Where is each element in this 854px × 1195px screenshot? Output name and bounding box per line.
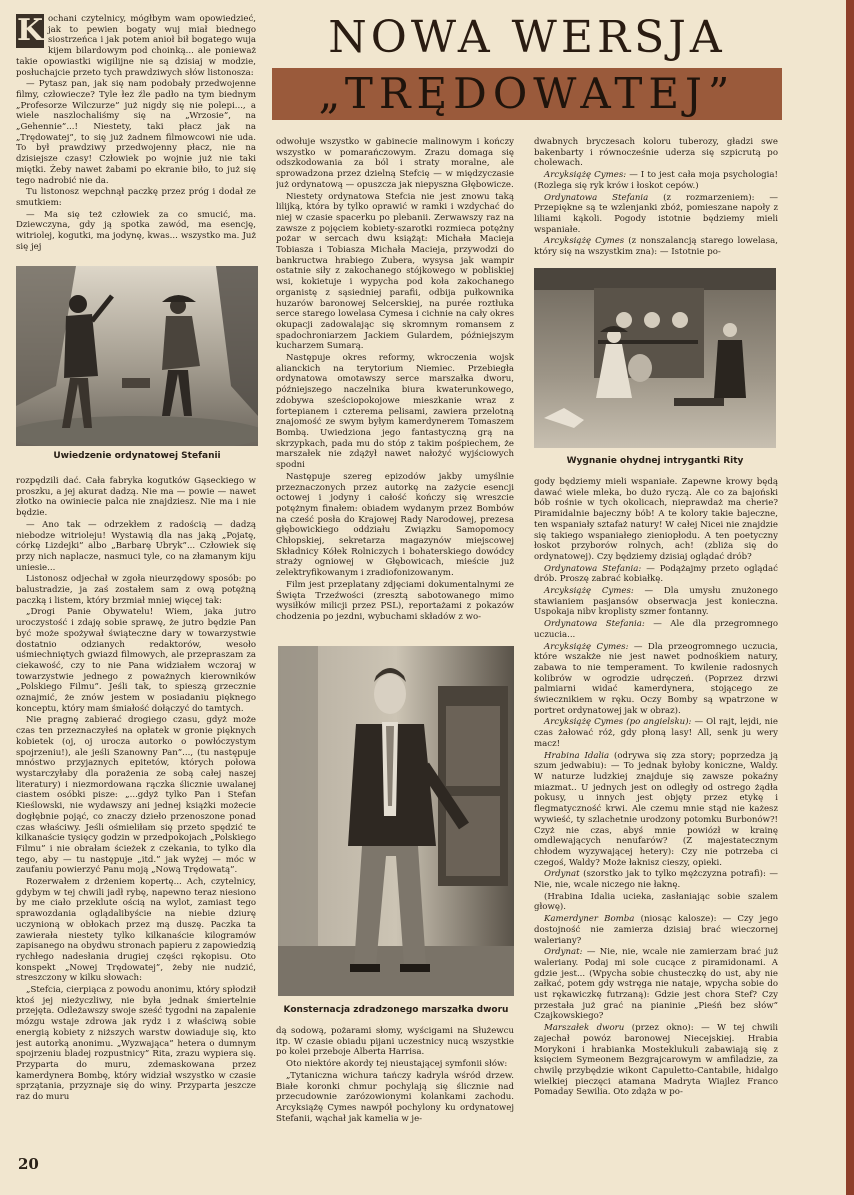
paragraph: Listonosz odjechał w zgoła nieurzędowy sposób: po balustradzie, ja zaś zostałem sam z ową potężną paczką i listem, który brzmiał mniej więcej tak: (16, 574, 256, 606)
paragraph: Arcyksiążę Cymes (po angielsku): — Ol rajt, lejdi, nie czas żałować róż, gdy płoną lasy! All, senk ju wery macz! (534, 717, 778, 749)
photo-illustration (278, 646, 514, 996)
paragraph: Następuje szereg epizodów jakby umyślnie przeznaczonych przez autorkę na zażycie esencji octowej i jodyny i całość kończy się wreszcie potężnym finałem: obiadem wydanym przez Bombów na cześć posła do Krajowej Rady Narodowej, prezesa głębowickiego oddziału Związku Samopomocy Chłopskiej, sekretarza magazynów miejscowej Składnicy Kółek Rolniczych i bohaterskiego dowódcy straży ogniowej w Głębowicach, mieście już zelektryfikowanym i zradiofonizowanym. (276, 471, 514, 579)
paragraph: Arcyksiążę Cymes: — Dla umysłu znużonego stawianiem pasjansów obserwacja jest konieczna. Uspokaja nibv kroplisty szmer fontanny. (534, 586, 778, 618)
caption-photo-3: Konsternacja zdradzonego marszałka dworu (283, 1005, 509, 1015)
column-3-bottom (534, 477, 778, 1149)
article-title-line2: „TRĘDOWATEJ” (272, 68, 782, 120)
paragraph: Ordynatowa Stefania (z rozmarzeniem): — Przepiękne są te wzlenjanki zbóż, pomieszane napoły z liliami kąkoli. Pogody istotnie będziemy mieli wspaniałe. (534, 192, 778, 235)
paragraph: rozpędzili dać. Cała fabryka kogutków Gąseckiego w proszku, a jej akurat dadzą. Nie ma — powie — nawet złotko na owiniecie palca nie znajdziesz. Nie ma i nie będzie. (16, 476, 256, 519)
paragraph: (Hrabina Idalia ucieka, zasłaniając sobie szalem głowę). (534, 891, 778, 913)
paragraph: Nie pragnę zabierać drogiego czasu, gdyż może czas ten przeznaczyłeś na opłatek w gronie pięknych kobietek (oj, oj urocza autorko o powłóczystym spojrzeniu!), ale jeśli Szanowny Pan”..., (tu następuje mnóstwo przyjaznych epitetów, których połowa wystarczyłaby dla porażenia ze sobą całej naszej literatury) i niezmordowana rączka ślicznie uwalanej ciastem osóbki pisze: „...gdyż tylko Pan i Stefan Kieślowski, nie wydawszy ani jednej książki możecie dogłębnie pojąć, co znaczy dzieło przenoszone ponad czas właściwy. Jeśli ośmieliłam się przeto spędzić te kilkanaście tysięcy godzin w przedpokojach „Polskiego Filmu” i nie obrałam ścieżek z czekania, to tylko dla tego, aby — tu następuje „itd.” jak wyżej — móc w zaufaniu powierzyć Panu moją „Nową Trędowatą”. (16, 715, 256, 876)
drop-cap: K (16, 14, 44, 48)
paragraph: Kamerdyner Bomba (niosąc kalosze): — Czy jego dostojność nie zamierza dzisiaj brać wieczornej waleriany? (534, 914, 778, 946)
column-2-bottom (276, 1026, 514, 1148)
page-number: 20 (18, 1155, 39, 1173)
column-1-bottom (16, 476, 256, 1146)
paragraph: Marszałek dworu (przez okno): — W tej chwili zajechał powóz baronowej Niecejskiej. Hrabia Morykoni i hrabianka Mosteklukuli zabawiają się z księciem Symeonem Bezgrajcarowym w amfiladzie, za chwilę przybędzie wikont Capuletto-Cantabile, hidalgo wielkiej pieczęci atamana Madryta Wiajlez Franco Pomaday Sewilia. Oto zdąża w po- (534, 1023, 778, 1098)
paragraph: Ordynatowa Stefania: — Podążajmy przeto oglądać drób. Proszę zabrać kobiałkę. (534, 563, 778, 585)
paragraph: Hrabina Idalia (odrywa się zza story; poprzedza ją szum jedwabiu): — To jednak byłoby koniczne, Waldy. W naturze ludzkiej znajduje się zawsze pokaźny miazmat.. U jednych jest on odległy od ostrego żądła pokusy, u innych jest objęty przez etykę i flegmatyczność krwi. Ale czemu mnie stąd nie każesz wywieść, ty szlachetnie urodzony potomku Burbonów?! Czyż nie czas, abyś mnie powiózł w krainę omdlewających nenufarów? (Z majestatecznym chłodem wyzywającej hetery): Czy nie potrzeba ci czegoś, Waldy? Może łaknisz cieszy, opieki. (534, 750, 778, 868)
paragraph: Arcyksiążę Cymes (z nonszalancją starego lowelasa, który się na wszystkim zna): — Istotnie po- (534, 236, 778, 258)
paragraph: ochani czytelnicy, mógłbym wam opowiedzieć, jak to pewien bogaty wuj miał biednego siostrzeńca i jak potem anioł bił bogatego wuja kijem bilardowym pod choinką... ale ponieważ takie opowiastki wigilijne nie są dzisiaj w modzie, posłuchajcie przeto tych prawdziwych słów listonosza: (16, 14, 256, 78)
paragraph: Film jest przeplatany zdjęciami dokumentalnymi ze Święta Trzeźwości (zresztą sabotowanego mimo wysiłków milicji przez PSL), reportażami z pokazów chodzenia po jezdni, wybuchami składów z wo- (276, 579, 514, 622)
paragraph: Arcyksiążę Cymes: — Dla przeogromnego uczucia, które wszakże nie jest nawet podnośkiem natury, zabawa to nie temperament. To kwilenie radosnych kolibrów w ogrodzie udręczeń. (Poprzez drzwi palmiarni widać kamerdynera, stojącego ze świecznikiem w ręku. Oczy Bomby są wpatrzone w portret ordynatowej jak w obraz). (534, 641, 778, 716)
paragraph: Następuje okres reformy, wkroczenia wojsk alianckich na terytorium Niemiec. Przebiegła ordynatowa omotawszy serce marszałka dworu, późniejszego naczelnika biura kwaterunkowego, zdobywa sześciopokojowe mieszkanie wraz z fortepianem i czterema pelisami, zawiera przelotną znajomość ze swym byłym kamerdynerem Tomaszem Bombą. Uwiedziona jego fantastyczną grą na skrzypkach, pada mu do stóp z takim pośpiechem, że marszałek nie zdążył nawet nałożyć wyjściowych spodni (276, 353, 514, 471)
paragraph: Arcyksiążę Cymes: — I to jest cała moja psychologia! (Rozlega się ryk krów i łoskot cepów.) (534, 170, 778, 191)
caption-photo-2: Wygnanie ohydnej intrygantki Rity (566, 456, 744, 466)
column-1-top (16, 14, 256, 264)
paragraph: Ordynatowa Stefania: — Ale dla przegromnego uczucia... (534, 619, 778, 640)
paragraph: — Pytasz pan, jak się nam podobały przedwojenne filmy, człowiecze? Tyle łez źle padło na tym biednym „Profesorze Wilczurze” już nigdy się nie polepi..., a wiele naszlochaliśmy się na „Wrzosie”, na „Gehennie”...! Niestety, taki płacz jak na „Trędowatej”, to się już żadnem filmowcowi nie uda. To był prawdziwy przedwojenny płacz, nie na dzisiejsze czasy! Człowiek po wojnie już nie taki miętki. Żeby nawet żabami po ekranie biło, to już się tego nadrobić nie da. (16, 79, 256, 186)
paragraph: Niestety ordynatowa Stefcia nie jest znowu taką lilijką, która by tylko oprawić w ramki i wzdychać do niej w czasie spacerku po plebanii. Zerwawszy raz na zawsze z pojęciem kobiety-szarotki rozmieca potężny pożar w sercach dwu książąt: Michała Macieja Tobiasza i Tobiasza Michała Macieja, przywodzi do bankructwa hrabiego Zubera, wysysa jak wampir ostatnie siły z zakochanego stójkowego w pobliskiej wsi, kokietuje i wypycha pod koła zakochanego organistę z sąsiedniej parafii, odbija pułkownika huzarów baronowej Selcerskiej, na purée roztłuka serce starego lowelasa Cymesa i cichnie na cały okres okupacji zadowalając się skromnym romansem z spadochroniarzem Jackiem Gulardem, późniejszym kucharzem Sumarą. (276, 191, 514, 352)
paragraph: — Ma się też człowiek za co smucić, ma. Dziewczyna, gdy ją spotka zawód, ma esencję, witriolej, kogutki, ma jodynę, kwas... wszystko ma. Już się jej (16, 209, 256, 252)
photo-seduction-scene (16, 266, 258, 446)
photo-expulsion-scene (534, 268, 776, 448)
photo-illustration (534, 268, 776, 448)
paragraph: odwołuje wszystko w gabinecie malinowym i kończy wszystko w pomarańczowym. Zrazu domaga się odszkodowania za ból i straty moralne, ale sprowadzona przez dzielną Stefcię — w międzyczasie już ordynatową — opuszcza jak niepyszna Głębowicze. (276, 137, 514, 190)
caption-photo-1: Uwiedzenie ordynatowej Stefanii (53, 451, 221, 461)
paragraph: Tu listonosz wepchnął paczkę przez próg i dodał ze smutkiem: (16, 187, 256, 208)
photo-marshal-scene (278, 646, 514, 996)
paragraph: Rozerwałem z drżeniem kopertę... Ach, czytelnicy, gdybym w tej chwili jadł rybę, napewno teraz niesiono by me ciało przeklute ością na wylot, zamiast tego sprawozdania oglądalibyście na niebie dziurę uczynioną w obłokach przez mą duszę. Paczka ta zawierała niestety tylko kilkanaście kilogramów zapisanego na obydwu stronach papieru z zapowiedzią rychłego nadesłania drugiej części rękopisu. Oto konspekt „Nowej Trędowatej”, żeby nie nudzić, streszczony w kilku słowach: (16, 877, 256, 984)
page-edge-stripe (846, 0, 854, 1195)
paragraph: „Drogi Panie Obywatelu! Wiem, jaka jutro uroczystość i zdaję sobie sprawę, że jutro będzie Pan być może spożywał świąteczne dary w towarzystwie dostatnio odzianych redaktorów, wesoło uśmiechniętych gwiazd filmowych, ale przepraszam za ciekawość, czy to nie Pana widziałem wczoraj w towarzystwie jednego z poważnych kierowników „Polskiego Filmu”. Jeśli tak, to spieszą grzecznie oznajmić, że znów jestem w posiadaniu pięknego konceptu, który mam śmiałość dołączyć do tamtych. (16, 607, 256, 714)
paragraph: gody będziemy mieli wspaniałe. Zapewne krowy będą dawać wiele mleka, bo dużo ryczą. Ale co za bajoński bób rośnie w tych okolicach, nieprawdaż ma cherie? Piramidalnie bajeczny bób! A te kolory takie bajeczne, ten wspaniały sztafaż natury! W całej Nicei nie znajdzie się takiego wspaniałego zieniopłodu. A ten poetyczny łoskot przyborów rolnych, ach! (zbliża się do ordynatowej). Czy będziemy dzisiaj oglądać drób? (534, 477, 778, 562)
paragraph: „Tytaniczna wichura tańczy kadryla wśród drzew. Białe koronki chmur pochylają się ślicznie nad przecudownie zarózowionymi kolankami zachodu. Arcyksiążę Cymes nawpół pochylony ku ordynatowej Stefanii, wąchał jak kamelia w je- (276, 1070, 514, 1124)
paragraph: Oto niektóre akordy tej nieustającej symfonii słów: (286, 1059, 508, 1070)
paragraph: Ordynat: — Nie, nie, wcale nie zamierzam brać już waleriany. Podaj mi sole cucące z piramidonami. A gdzie jest... (Wpycha sobie chusteczkę do ust, aby nie załkać, potem gdy wstręga nie nataje, wpycha sobie do ust rękawiczkę futrzaną): Gdzie jest chora Stef? Czy przestała już grać na pianinie „Pieśń bez słów” Czajkowskiego? (534, 947, 778, 1022)
paragraph: „Stefcia, cierpiąca z powodu anonimu, który spłodził ktoś jej nieżyczliwy, nie była jednak śmiertelnie przejęta. Odleżawszy swoje sześć tygodni na zapalenie mózgu wstaje zdrowa jak rydz i z właściwą sobie energią kobiety z niższych warstw dowiaduje się, kto jest autorką anonimu. „Wyzwająca” hetera o dumnym spojrzeniu bladej rozpustnicy” Rita, zrazu wypiera się. Przyparta do muru, zdemaskowana przez kamerdynera Bombę, który widział wszystko w czasie sprzątania, przyznaje się do winy. Przyparta jeszcze raz do muru (16, 985, 256, 1103)
column-3-top (534, 137, 778, 263)
column-2 (276, 137, 514, 637)
paragraph: Ordynat (szorstko jak to tylko mężczyzna potrafi): — Nie, nie, wcale niczego nie łaknę. (534, 869, 778, 891)
photo-illustration (16, 266, 258, 446)
paragraph: dwabnych bryczesach koloru tuberozy, gładzi swe bakenbarty i równocześnie uderza się szpicrutą po cholewach. (534, 137, 778, 169)
paragraph: — Ano tak — odrzekłem z radością — dadzą niebodze witrioleju! Wystawią dla nas jaką „Pojatę, córkę Lizdejki” albo „Barbarę Ubryk”... Człowiek się przy nich naplacze, nasmuci tyle, co na złamanym kiju uniesie... (16, 519, 256, 573)
article-title-line1: NOWA WERSJA (328, 12, 726, 63)
paragraph: dą sodową, pożarami słomy, wyścigami na Służewcu itp. W czasie obiadu pijani uczestnicy nucą wszystkie po kolei przeboje Alberta Harrisa. (276, 1026, 514, 1058)
